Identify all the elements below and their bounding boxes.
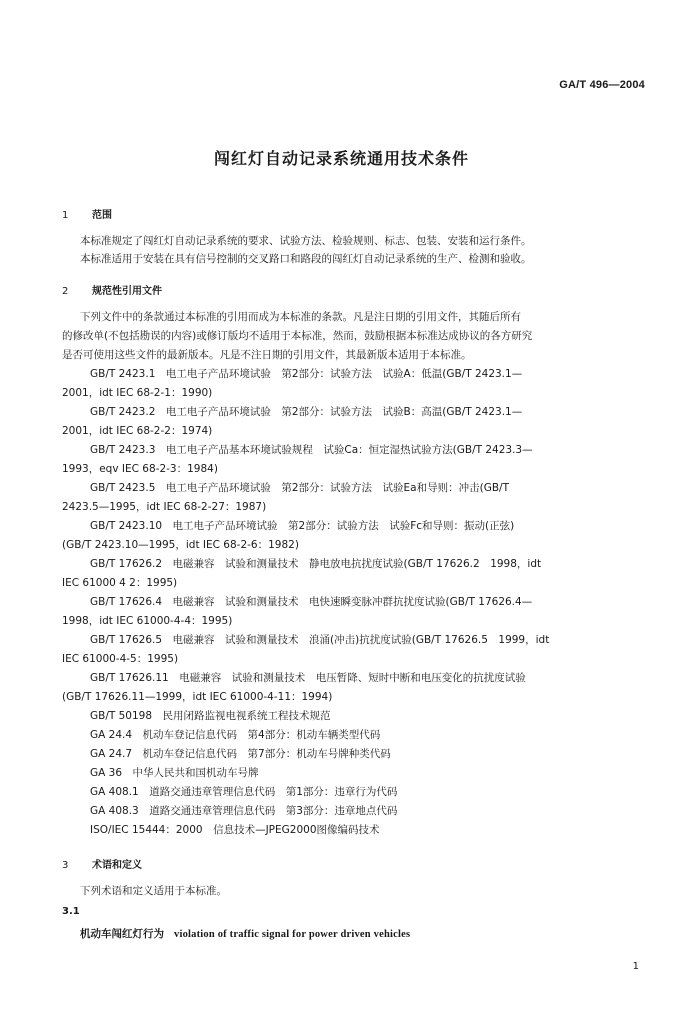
definition-term <box>80 926 410 941</box>
section-number: 3 <box>62 860 69 871</box>
ref-line-cont: 1993，eqv IEC 68-2-3：1984) <box>62 463 218 475</box>
section-1-para-2: 本标准适用于安装在具有信号控制的交叉路口和路段的闯红灯自动记录系统的生产、检测和验收。 <box>80 253 532 265</box>
ref-line: GB/T 17626.4 电磁兼容 试验和测量技术 电快速瞬变脉冲群抗扰度试验(GB/T 17626.4— <box>90 596 533 608</box>
ref-line: GB/T 17626.11 电磁兼容 试验和测量技术 电压暂降、短时中断和电压变化的抗扰度试验 <box>90 672 526 684</box>
section-number: 1 <box>62 210 69 221</box>
section-2-heading <box>62 282 162 297</box>
ref-line: GB/T 2423.10 电工电子产品环境试验 第2部分：试验方法 试验Fc和导则：振动(正弦) <box>90 520 515 532</box>
document-code: GA/T 496—2004 <box>559 79 645 91</box>
ref-line-cont: 2001，idt IEC 68-2-2：1974) <box>62 425 213 437</box>
section-1-heading <box>62 206 112 221</box>
definition-number: 3.1 <box>62 906 80 917</box>
ref-line-cont: (GB/T 17626.11—1999，idt IEC 61000-4-11：1994) <box>62 691 333 703</box>
section-title: 范围 <box>92 210 112 221</box>
document-title: 闯红灯自动记录系统通用技术条件 <box>213 149 469 168</box>
section-3-heading <box>62 856 142 871</box>
section-title: 术语和定义 <box>92 860 142 871</box>
ref-line: GA 408.1 道路交通违章管理信息代码 第1部分：违章行为代码 <box>90 786 398 798</box>
ref-line: GA 408.3 道路交通违章管理信息代码 第3部分：违章地点代码 <box>90 805 398 817</box>
ref-line: GA 24.4 机动车登记信息代码 第4部分：机动车辆类型代码 <box>90 729 381 741</box>
page-number: 1 <box>632 961 639 972</box>
section-2-intro-3: 是否可使用这些文件的最新版本。凡是不注日期的引用文件，其最新版本适用于本标准。 <box>62 349 472 361</box>
ref-line: GB/T 50198 民用闭路监视电视系统工程技术规范 <box>90 710 331 722</box>
section-2-intro-1: 下列文件中的条款通过本标准的引用而成为本标准的条款。凡是注日期的引用文件，其随后所有 <box>80 311 521 323</box>
section-1-para-1: 本标准规定了闯红灯自动记录系统的要求、试验方法、检验规则、标志、包装、安装和运行条件。 <box>80 235 532 247</box>
ref-line-cont: (GB/T 2423.10—1995，idt IEC 68-2-6：1982) <box>62 539 299 551</box>
ref-line-cont: 1998，idt IEC 61000-4-4：1995) <box>62 615 233 627</box>
ref-line: GB/T 2423.3 电工电子产品基本环境试验规程 试验Ca：恒定湿热试验方法(GB/T 2423.3— <box>90 444 533 456</box>
ref-line-cont: IEC 61000 4 2：1995) <box>62 577 178 589</box>
ref-line: GB/T 2423.1 电工电子产品环境试验 第2部分：试验方法 试验A：低温(GB/T 2423.1— <box>90 368 523 380</box>
ref-line-cont: 2423.5—1995，idt IEC 68-2-27：1987) <box>62 501 267 513</box>
section-title: 规范性引用文件 <box>92 286 162 297</box>
ref-line-cont: IEC 61000-4-5：1995) <box>62 653 179 665</box>
ref-line: GA 24.7 机动车登记信息代码 第7部分：机动车号牌种类代码 <box>90 748 391 760</box>
ref-line: ISO/IEC 15444：2000 信息技术—JPEG2000图像编码技术 <box>90 824 380 836</box>
ref-line: GB/T 17626.2 电磁兼容 试验和测量技术 静电放电抗扰度试验(GB/T 17626.2 1998，idt <box>90 558 542 570</box>
term-zh: 机动车闯红灯行为 <box>80 928 164 940</box>
ref-line: GB/T 17626.5 电磁兼容 试验和测量技术 浪涌(冲击)抗扰度试验(GB/T 17626.5 1999，idt <box>90 634 550 646</box>
section-3-intro: 下列术语和定义适用于本标准。 <box>80 885 227 897</box>
ref-line: GA 36 中华人民共和国机动车号牌 <box>90 767 259 779</box>
section-number: 2 <box>62 286 69 297</box>
term-en: violation of traffic signal for power driven vehicles <box>174 929 411 940</box>
ref-line: GB/T 2423.2 电工电子产品环境试验 第2部分：试验方法 试验B：高温(GB/T 2423.1— <box>90 406 523 418</box>
ref-line: GB/T 2423.5 电工电子产品环境试验 第2部分：试验方法 试验Ea和导则：冲击(GB/T <box>90 482 510 494</box>
ref-line-cont: 2001，idt IEC 68-2-1：1990) <box>62 387 213 399</box>
section-2-intro-2: 的修改单(不包括勘误的内容)或修订版均不适用于本标准，然而，鼓励根据本标准达成协议的各方研究 <box>62 330 533 342</box>
